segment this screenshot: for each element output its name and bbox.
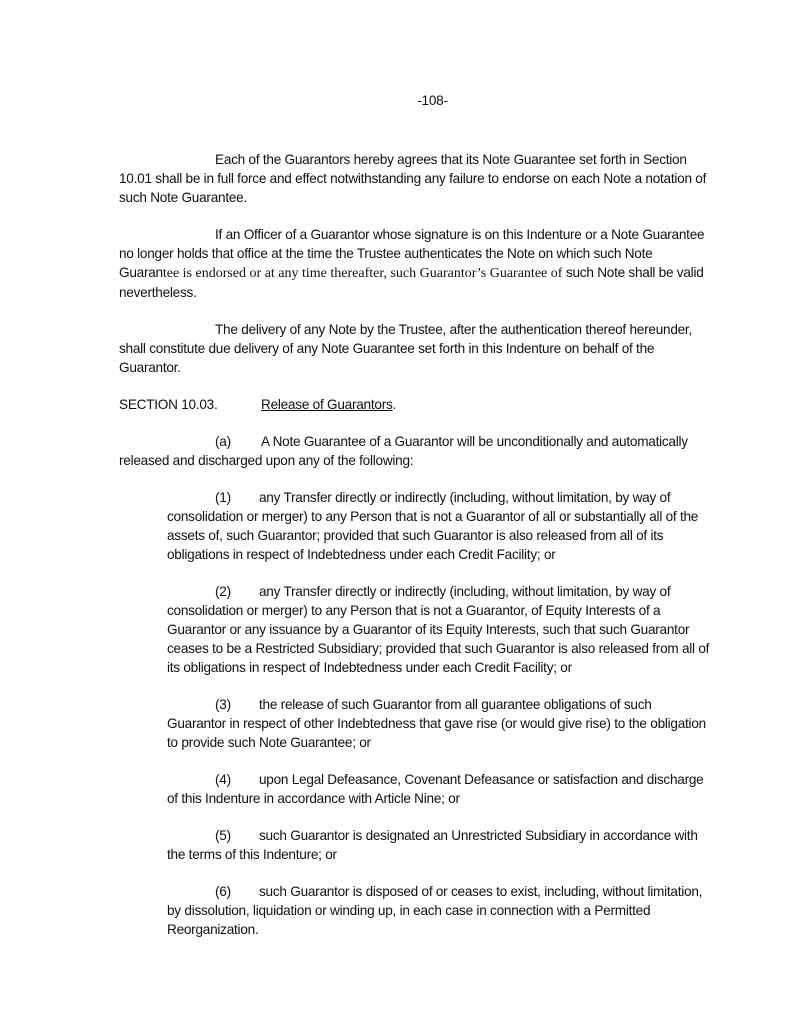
clause-2-marker: (2)	[215, 584, 231, 599]
section-title: Release of Guarantors	[261, 397, 393, 412]
clause-5-text: such Guarantor is designated an Unrestricted Subsidiary in accordance with the terms of this Indenture; or	[167, 828, 698, 862]
paragraph-officer-signature	[119, 225, 711, 302]
paragraph-officer-signature-part1: If an Officer of a Guarantor whose signature is on this Indenture or a Note Guarantee no longer holds that office at the time the Trustee authenticates the Note on which such Note Guaran	[119, 227, 705, 280]
subsection-a-marker: (a)	[215, 434, 231, 449]
clause-4	[167, 770, 711, 808]
subsection-a-text: A Note Guarantee of a Guarantor will be unconditionally and automatically released and discharged upon any of the following:	[119, 434, 688, 468]
clause-3-marker: (3)	[215, 697, 231, 712]
clause-5-marker: (5)	[215, 828, 231, 843]
clause-6-text: such Guarantor is disposed of or ceases to exist, including, without limitation, by dissolution, liquidation or winding up, in each case in connection with a Permitted Reorganization.	[167, 884, 703, 937]
paragraph-delivery: The delivery of any Note by the Trustee, after the authentication thereof hereunder, shall constitute due delivery of any Note Guarantee set forth in this Indenture on behalf of the Guarantor.	[119, 322, 692, 375]
clause-2-text: any Transfer directly or indirectly (including, without limitation, by way of consolidation or merger) to any Person that is not a Guarantor, of Equity Interests of a Guarantor or any issuance by a Guarantor of its Equity Interests, such that such Guarantor ceases to be a Restricted Subsidiary; provided that such Guarantor is also released from all of its obligations in respect of Indebtedness under each Credit Facility; or	[167, 584, 710, 675]
clause-4-marker: (4)	[215, 772, 231, 787]
paragraph-note-guarantee-effect: Each of the Guarantors hereby agrees that its Note Guarantee set forth in Section 10.01 shall be in full force and effect notwithstanding any failure to endorse on each Note a notation of such Note Guarantee.	[119, 152, 707, 205]
clause-1-marker: (1)	[215, 490, 231, 505]
page-number: -108-	[417, 93, 448, 108]
clause-3-text: the release of such Guarantor from all guarantee obligations of such Guarantor in respect of other Indebtedness that gave rise (or would give rise) to the obligation to provide such Note Guarantee; or	[167, 697, 706, 750]
clause-1-text: any Transfer directly or indirectly (including, without limitation, by way of consolidation or merger) to any Person that is not a Guarantor of all or substantially all of the assets of, such Guarantor; provided that such Guarantor is also released from all of its obligations in respect of Indebtedness under each Credit Facility; or	[167, 490, 699, 562]
document-body	[119, 150, 711, 957]
clause-6	[167, 882, 711, 939]
section-title-suffix: .	[392, 397, 397, 412]
clause-1	[167, 488, 711, 564]
clause-5	[167, 826, 711, 864]
section-heading	[119, 395, 711, 414]
clause-4-text: upon Legal Defeasance, Covenant Defeasance or satisfaction and discharge of this Indenture in accordance with Article Nine; or	[167, 772, 704, 806]
clause-3	[167, 695, 711, 752]
clause-6-marker: (6)	[215, 884, 231, 899]
section-title-wrap	[261, 395, 396, 414]
paragraph-officer-signature-part3: such Note shall be valid nevertheless.	[119, 265, 704, 300]
paragraph-officer-signature-part2: tee is endorsed or at any time thereafter, such Guarantor’s Guarantee of	[162, 266, 563, 281]
clause-2	[167, 582, 711, 677]
section-number: SECTION 10.03.	[119, 397, 218, 412]
subsection-a	[119, 432, 711, 470]
